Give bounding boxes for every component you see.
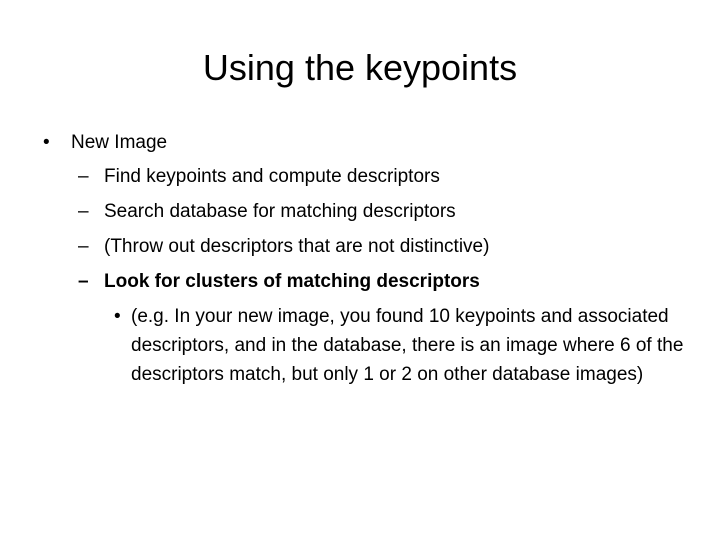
dash-marker: – (78, 271, 89, 292)
sub-bullet-text: (Throw out descriptors that are not distinctive) (104, 236, 490, 257)
example-text: (e.g. In your new image, you found 10 keypoints and associated descriptors, and in the database, there is an image where 6 of the descriptors match, but only 1 or 2 on other database images) (131, 306, 684, 385)
bullet-text: New Image (71, 132, 168, 153)
bullet-marker: • (114, 306, 121, 327)
sub-bullet-text: Find keypoints and compute descriptors (104, 166, 440, 187)
bullet-marker: • (43, 132, 50, 153)
slide-title: Using the keypoints (202, 47, 518, 88)
sub-bullet-text: Search database for matching descriptors (104, 201, 456, 222)
dash-marker: – (78, 201, 89, 222)
dash-marker: – (78, 236, 89, 257)
sub-bullet-text: Look for clusters of matching descriptors (104, 271, 480, 292)
dash-marker: – (78, 166, 89, 187)
